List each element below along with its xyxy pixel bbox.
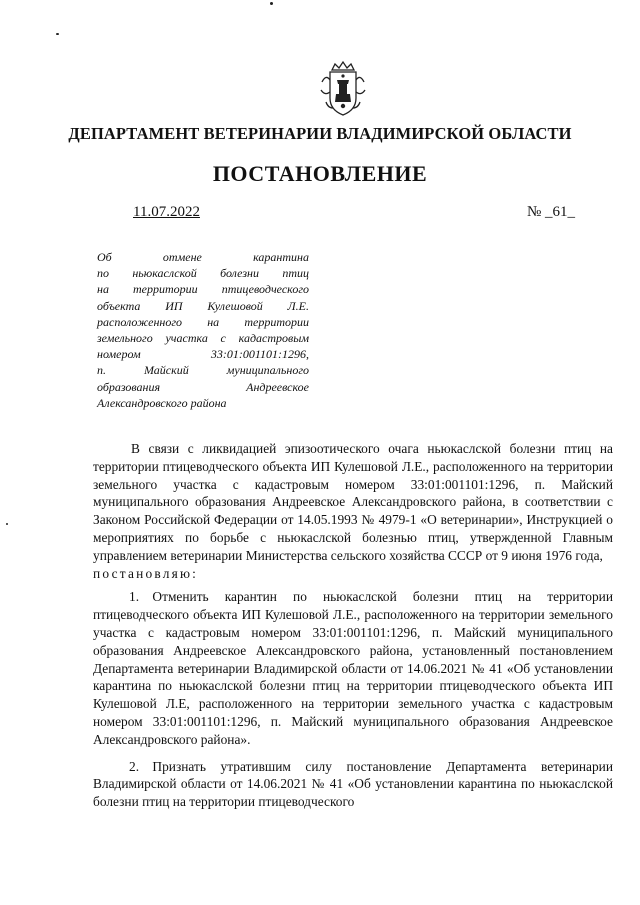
decree-word: постановляю: xyxy=(93,565,199,581)
subject-line: Об отмене карантина xyxy=(97,250,309,264)
document-type-title: ПОСТАНОВЛЕНИЕ xyxy=(212,161,428,186)
subject-line: расположенного на территории xyxy=(97,314,309,329)
preamble-paragraph: В связи с ликвидацией эпизоотического очага ньюкаслской болезни птиц на территории птицеводческого объекта ИП Кулешовой Л.Е., расположенного на территории земельного участка с кадастровым номером 33:01:001101:1296, п. Майский муниципального образования Андреевское Александровского района, в соответствии с Законом Российской Федерации от 14.05.1993 № 4979-1 «О ветеринарии», Инструкцией о мероприятиях по борьбе с ньюкаслской болезнью птиц, утвержденной Главным управлением ветеринарии Министерства сельского хозяйства СССР от 9 июня 1976 года, xyxy=(93,441,613,563)
scan-speck xyxy=(56,33,59,35)
scan-speck xyxy=(270,2,273,5)
document-subject xyxy=(97,249,309,411)
subject-line: образования Андреевское xyxy=(97,379,309,394)
coat-of-arms-icon xyxy=(318,58,368,118)
subject-line: по ньюкаслской болезни птиц xyxy=(97,266,309,281)
department-title: ДЕПАРТАМЕНТ ВЕТЕРИНАРИИ ВЛАДИМИРСКОЙ ОБЛАСТИ xyxy=(68,124,572,143)
document-date: 11.07.2022 xyxy=(133,204,200,220)
scan-speck xyxy=(6,523,8,525)
decision-item-2: 2. Признать утратившим силу постановление Департамента ветеринарии Владимирской области от 14.06.2021 № 41 «Об установлении карантина по ньюкаслской болезни птиц на территории птицеводческого xyxy=(93,758,613,810)
subject-line: п. Майский муниципального xyxy=(97,363,309,378)
subject-line: Александровского района xyxy=(97,395,227,410)
subject-line: на территории птицеводческого xyxy=(97,282,309,297)
subject-line: номером 33:01:001101:1296, xyxy=(97,347,309,362)
document-body xyxy=(93,440,613,811)
decision-item-1: 1. Отменить карантин по ньюкаслской болезни птиц на территории птицеводческого объекта ИП Кулешовой Л.Е., расположенного на территории земельного участка с кадастровым номером 33:01:001101:1296, п. Майский муниципального образования Андреевское Александровского района, установленный постановлением Департамента ветеринарии Владимирской области от 14.06.2021 № 41 «Об установлении карантина по ньюкаслской болезни птиц на территории птицеводческого объекта ИП Кулешовой Л.Е, расположенного на территории земельного участка с кадастровым номером 33:01:001101:1296, п. Майский муниципального образования Андреевское Александровского района». xyxy=(93,589,613,747)
subject-line: земельного участка с кадастровым xyxy=(97,331,309,346)
subject-line: объекта ИП Кулешовой Л.Е. xyxy=(97,298,309,313)
document-number: № _61_ xyxy=(527,204,576,220)
